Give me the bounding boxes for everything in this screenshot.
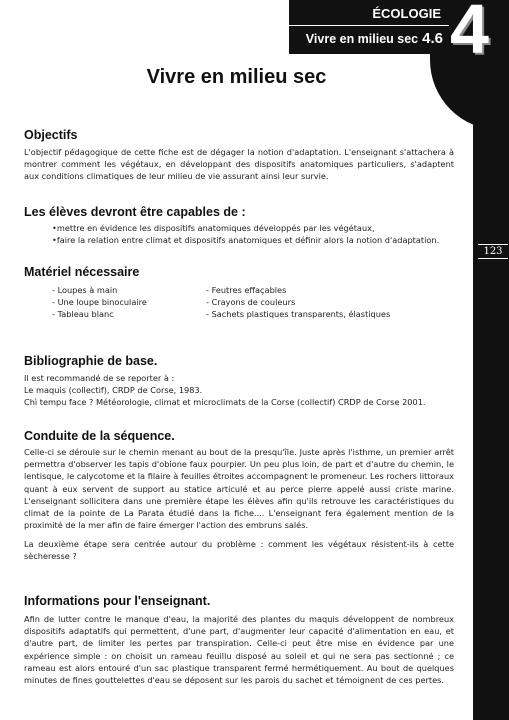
header-rule: [289, 25, 449, 26]
list-item: • faire la relation entre climat et dispositifs anatomiques et définir alors la notion d'adaptation.: [52, 234, 462, 246]
list-item: • mettre en évidence les dispositifs anatomiques développés par les végétaux,: [52, 222, 462, 234]
informations-text: Afin de lutter contre le manque d'eau, la majorité des plantes du maquis développent de nombreux dispositifs adaptatifs qui permettent, d'une part, d'augmenter leur capacité d'alimentation en eau, et d'autre part, de limiter les pertes par transpiration. Celle-ci peut être mise en évidence par une expérience simple : on choisit un rameau feuillu disposé au soleil et qui ne sera pas sectionné ; ce rameau est alors entouré d'un sac plastique transparent fermé hermétiquement. Au bout de quelques minutes de fines gouttelettes d'eau se déposent sur les parois du sachet et témoignent de ces pertes.: [24, 614, 454, 686]
heading-bibliographie: Bibliographie de base.: [24, 354, 158, 368]
bibliographie-line-3: Chì tempu face ? Météorologie, climat et microclimats de la Corse (collectif) CRDP de Corse 2001.: [24, 397, 426, 407]
materiel-column-1: [52, 284, 202, 321]
list-item: - Loupes à main: [52, 284, 202, 296]
page-header: [289, 0, 449, 54]
header-subtitle: Vivre en milieu sec: [305, 32, 419, 46]
list-item: - Crayons de couleurs: [206, 296, 446, 308]
heading-eleves: Les élèves devront être capables de :: [24, 205, 246, 219]
heading-informations: Informations pour l'enseignant.: [24, 594, 211, 608]
page-title: Vivre en milieu sec: [146, 66, 327, 88]
bibliographie-line-1: Il est recommandé de se reporter à :: [24, 373, 175, 383]
bibliographie-line-2: Le maquis (collectif), CRDP de Corse, 1983.: [24, 385, 203, 395]
list-item: - Une loupe binoculaire: [52, 296, 202, 308]
heading-conduite: Conduite de la séquence.: [24, 429, 175, 443]
header-section-number: 4.6: [422, 30, 443, 47]
conduite-paragraph-1: Celle-ci se déroule sur le chemin menant au bout de la presqu'île. Juste après l'isthme, un premier arrêt permettra d'observer les tapis d'obione faux pourpier. Un peu plus loin, de part et d'autre du chemin, le lentisque, le calycotome et la filaire à feuilles étroites accompagnent le promeneur. Les rochers littoraux quant à eux servent de support au statice articulé et au perce pierre appelé aussi criste marine. L'enseignant sollicitera dans une première étape les élèves afin qu'ils retrouve les caractéristiques du climat de la pointe de La Parata étudié dans la fiche.... L'enseignant fera également mention de la proximité de la mer afin de faire émerger l'action des embruns salés.: [24, 447, 454, 531]
chapter-number: 4: [450, 0, 489, 68]
header-subtitle-line: [306, 30, 443, 47]
page-number: 123: [478, 244, 508, 259]
eleves-list: [52, 222, 462, 246]
heading-objectifs: Objectifs: [24, 128, 78, 142]
heading-materiel: Matériel nécessaire: [24, 265, 140, 279]
objectifs-text: L'objectif pédagogique de cette fiche est de dégager la notion d'adaptation. L'enseignant s'attachera à montrer comment les végétaux, en développant des dispositifs anatomiques particuliers, s'adaptent aux conditions climatiques de leur milieu de vie assurant ainsi leur survie.: [24, 147, 454, 182]
conduite-paragraph-2: La deuxième étape sera centrée autour du problème : comment les végétaux résistent-ils à cette sècheresse ?: [24, 539, 454, 562]
header-category: ÉCOLOGIE: [372, 6, 441, 21]
list-item: - Sachets plastiques transparents, élastiques: [206, 308, 446, 320]
materiel-column-2: [206, 284, 446, 321]
list-item: - Feutres effaçables: [206, 284, 446, 296]
list-item: - Tableau blanc: [52, 308, 202, 320]
